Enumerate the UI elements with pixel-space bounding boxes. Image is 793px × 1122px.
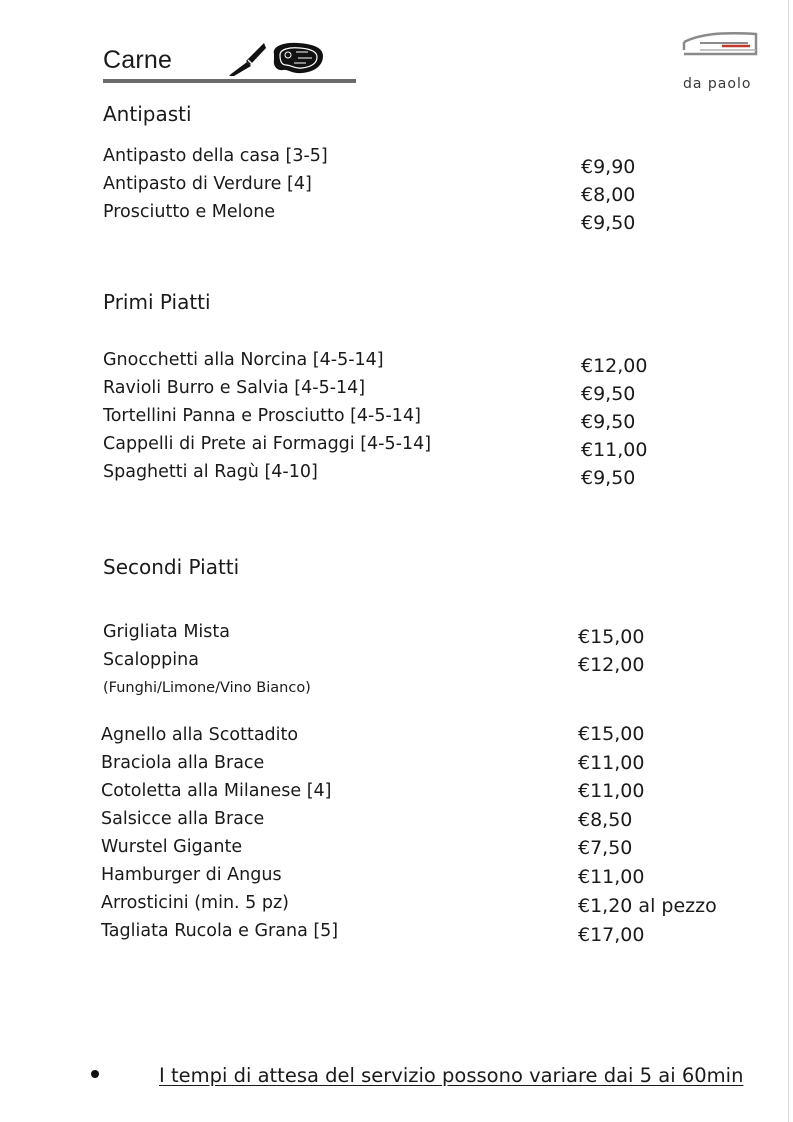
menu-item: Prosciutto e Melone: [103, 202, 276, 222]
steak-icon: [268, 40, 326, 78]
footer-note: I tempi di attesa del servizio possono variare dai 5 ai 60min: [159, 1064, 744, 1087]
menu-item: Antipasto della casa [3-5]: [103, 146, 328, 166]
menu-price: €12,00: [578, 654, 645, 676]
menu-price: €8,00: [581, 184, 636, 206]
section-title-secondi: Secondi Piatti: [103, 555, 240, 579]
page-title: Carne: [103, 46, 173, 74]
menu-price: €17,00: [578, 924, 645, 946]
section-title-primi: Primi Piatti: [103, 290, 211, 314]
header-divider: [103, 79, 356, 83]
menu-item: Cotoletta alla Milanese [4]: [101, 781, 332, 801]
menu-item: Cappelli di Prete ai Formaggi [4-5-14]: [103, 434, 432, 454]
bullet-icon: [91, 1070, 99, 1078]
menu-item: Ravioli Burro e Salvia [4-5-14]: [103, 378, 366, 398]
menu-item: Spaghetti al Ragù [4-10]: [103, 462, 318, 482]
menu-price: €11,00: [578, 866, 645, 888]
menu-price: €9,50: [581, 212, 636, 234]
menu-item: Antipasto di Verdure [4]: [103, 174, 312, 194]
menu-price: €12,00: [581, 355, 648, 377]
menu-item: Salsicce alla Brace: [101, 809, 265, 829]
menu-item: Scaloppina: [103, 650, 199, 670]
menu-item: Tagliata Rucola e Grana [5]: [101, 921, 339, 941]
menu-item: Arrosticini (min. 5 pz): [101, 893, 289, 913]
menu-item: Grigliata Mista: [103, 622, 230, 642]
menu-item: Agnello alla Scottadito: [101, 725, 299, 745]
menu-price: €15,00: [578, 723, 645, 745]
page-edge: [788, 0, 789, 1122]
menu-price: €11,00: [581, 439, 648, 461]
knife-icon: [226, 40, 268, 78]
menu-item: Braciola alla Brace: [101, 753, 265, 773]
menu-price: €9,50: [581, 411, 636, 433]
menu-price: €11,00: [578, 752, 645, 774]
menu-price: €8,50: [578, 809, 633, 831]
section-title-antipasti: Antipasti: [103, 102, 192, 126]
menu-price: €7,50: [578, 837, 633, 859]
menu-item: Wurstel Gigante: [101, 837, 243, 857]
logo-text: da paolo: [683, 76, 752, 92]
menu-price: €9,50: [581, 467, 636, 489]
menu-price: €15,00: [578, 626, 645, 648]
menu-price: €9,50: [581, 383, 636, 405]
menu-item: Tortellini Panna e Prosciutto [4-5-14]: [103, 406, 421, 426]
menu-price: €1,20 al pezzo: [578, 895, 717, 917]
menu-item-note: (Funghi/Limone/Vino Bianco): [103, 680, 311, 696]
menu-item: Hamburger di Angus: [101, 865, 282, 885]
menu-item: Gnocchetti alla Norcina [4-5-14]: [103, 350, 384, 370]
menu-price: €9,90: [581, 156, 636, 178]
menu-price: €11,00: [578, 780, 645, 802]
